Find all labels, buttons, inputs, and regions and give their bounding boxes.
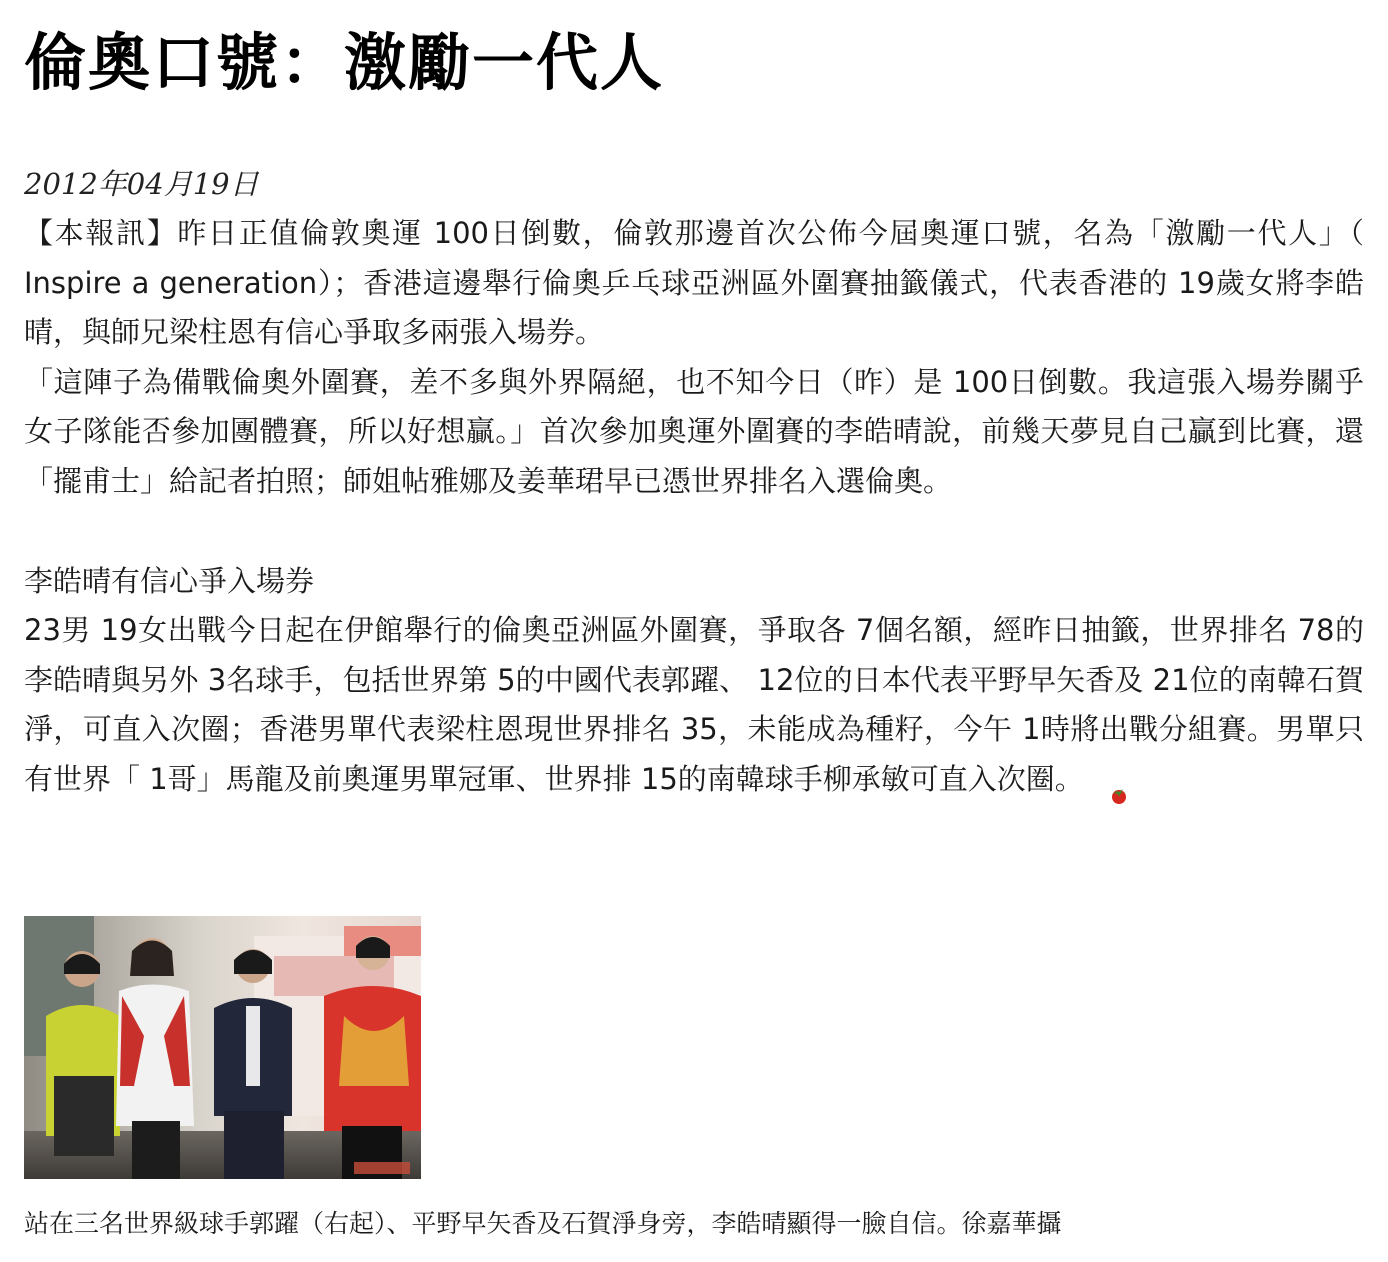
article-subheading: 李皓晴有信心爭入場券: [24, 564, 315, 598]
news-photo: [24, 916, 421, 1179]
article-date: 2012年04月19日: [24, 167, 259, 201]
article-title: 倫奧口號：激勵一代人: [24, 26, 665, 99]
article: [24, 18, 1364, 1238]
tomato-icon: [1110, 771, 1128, 791]
photo-caption: 站在三名世界級球手郭躍（右起）、平野早矢香及石賀淨身旁，李皓晴顯得一臉自信。徐嘉華攝: [24, 1209, 1062, 1238]
article-body-text: 23男 19女出戰今日起在伊館舉行的倫奧亞洲區外圍賽，爭取各 7個名額，經昨日抽籤，世界排名 78的李皓晴與另外 3名球手，包括世界第 5的中國代表郭躍、 12位的日本代表平野早矢香及 21位的南韓石賀淨，可直入次圈；香港男單代表梁柱恩現世界排名 35，未能成為種籽，今午 1時將出戰分組賽。男單只有世界「 1哥」馬龍及前奧運男單冠軍、世界排 15的南韓球手柳承敏可直入次圈。: [24, 613, 1364, 796]
article-paragraph-2: 「這陣子為備戰倫奧外圍賽，差不多與外界隔絕，也不知今日（昨）是 100日倒數。我這張入場券關乎女子隊能否參加團體賽，所以好想贏。」首次參加奧運外圍賽的李皓晴說，前幾天夢見自己贏到比賽，還「擺甫士」給記者拍照；師姐帖雅娜及姜華珺早已憑世界排名入選倫奧。: [24, 364, 1364, 498]
article-paragraph-1: 【本報訊】昨日正值倫敦奧運 100日倒數，倫敦那邊首次公佈今屆奧運口號，名為「激勵一代人」（ Inspire a generation）；香港這邊舉行倫奧乒乓球亞洲區外圍賽抽籤儀式，代表香港的 19歲女將李皓晴，與師兄梁柱恩有信心爭取多兩張入場券。: [24, 216, 1364, 349]
article-body: [24, 606, 1364, 804]
